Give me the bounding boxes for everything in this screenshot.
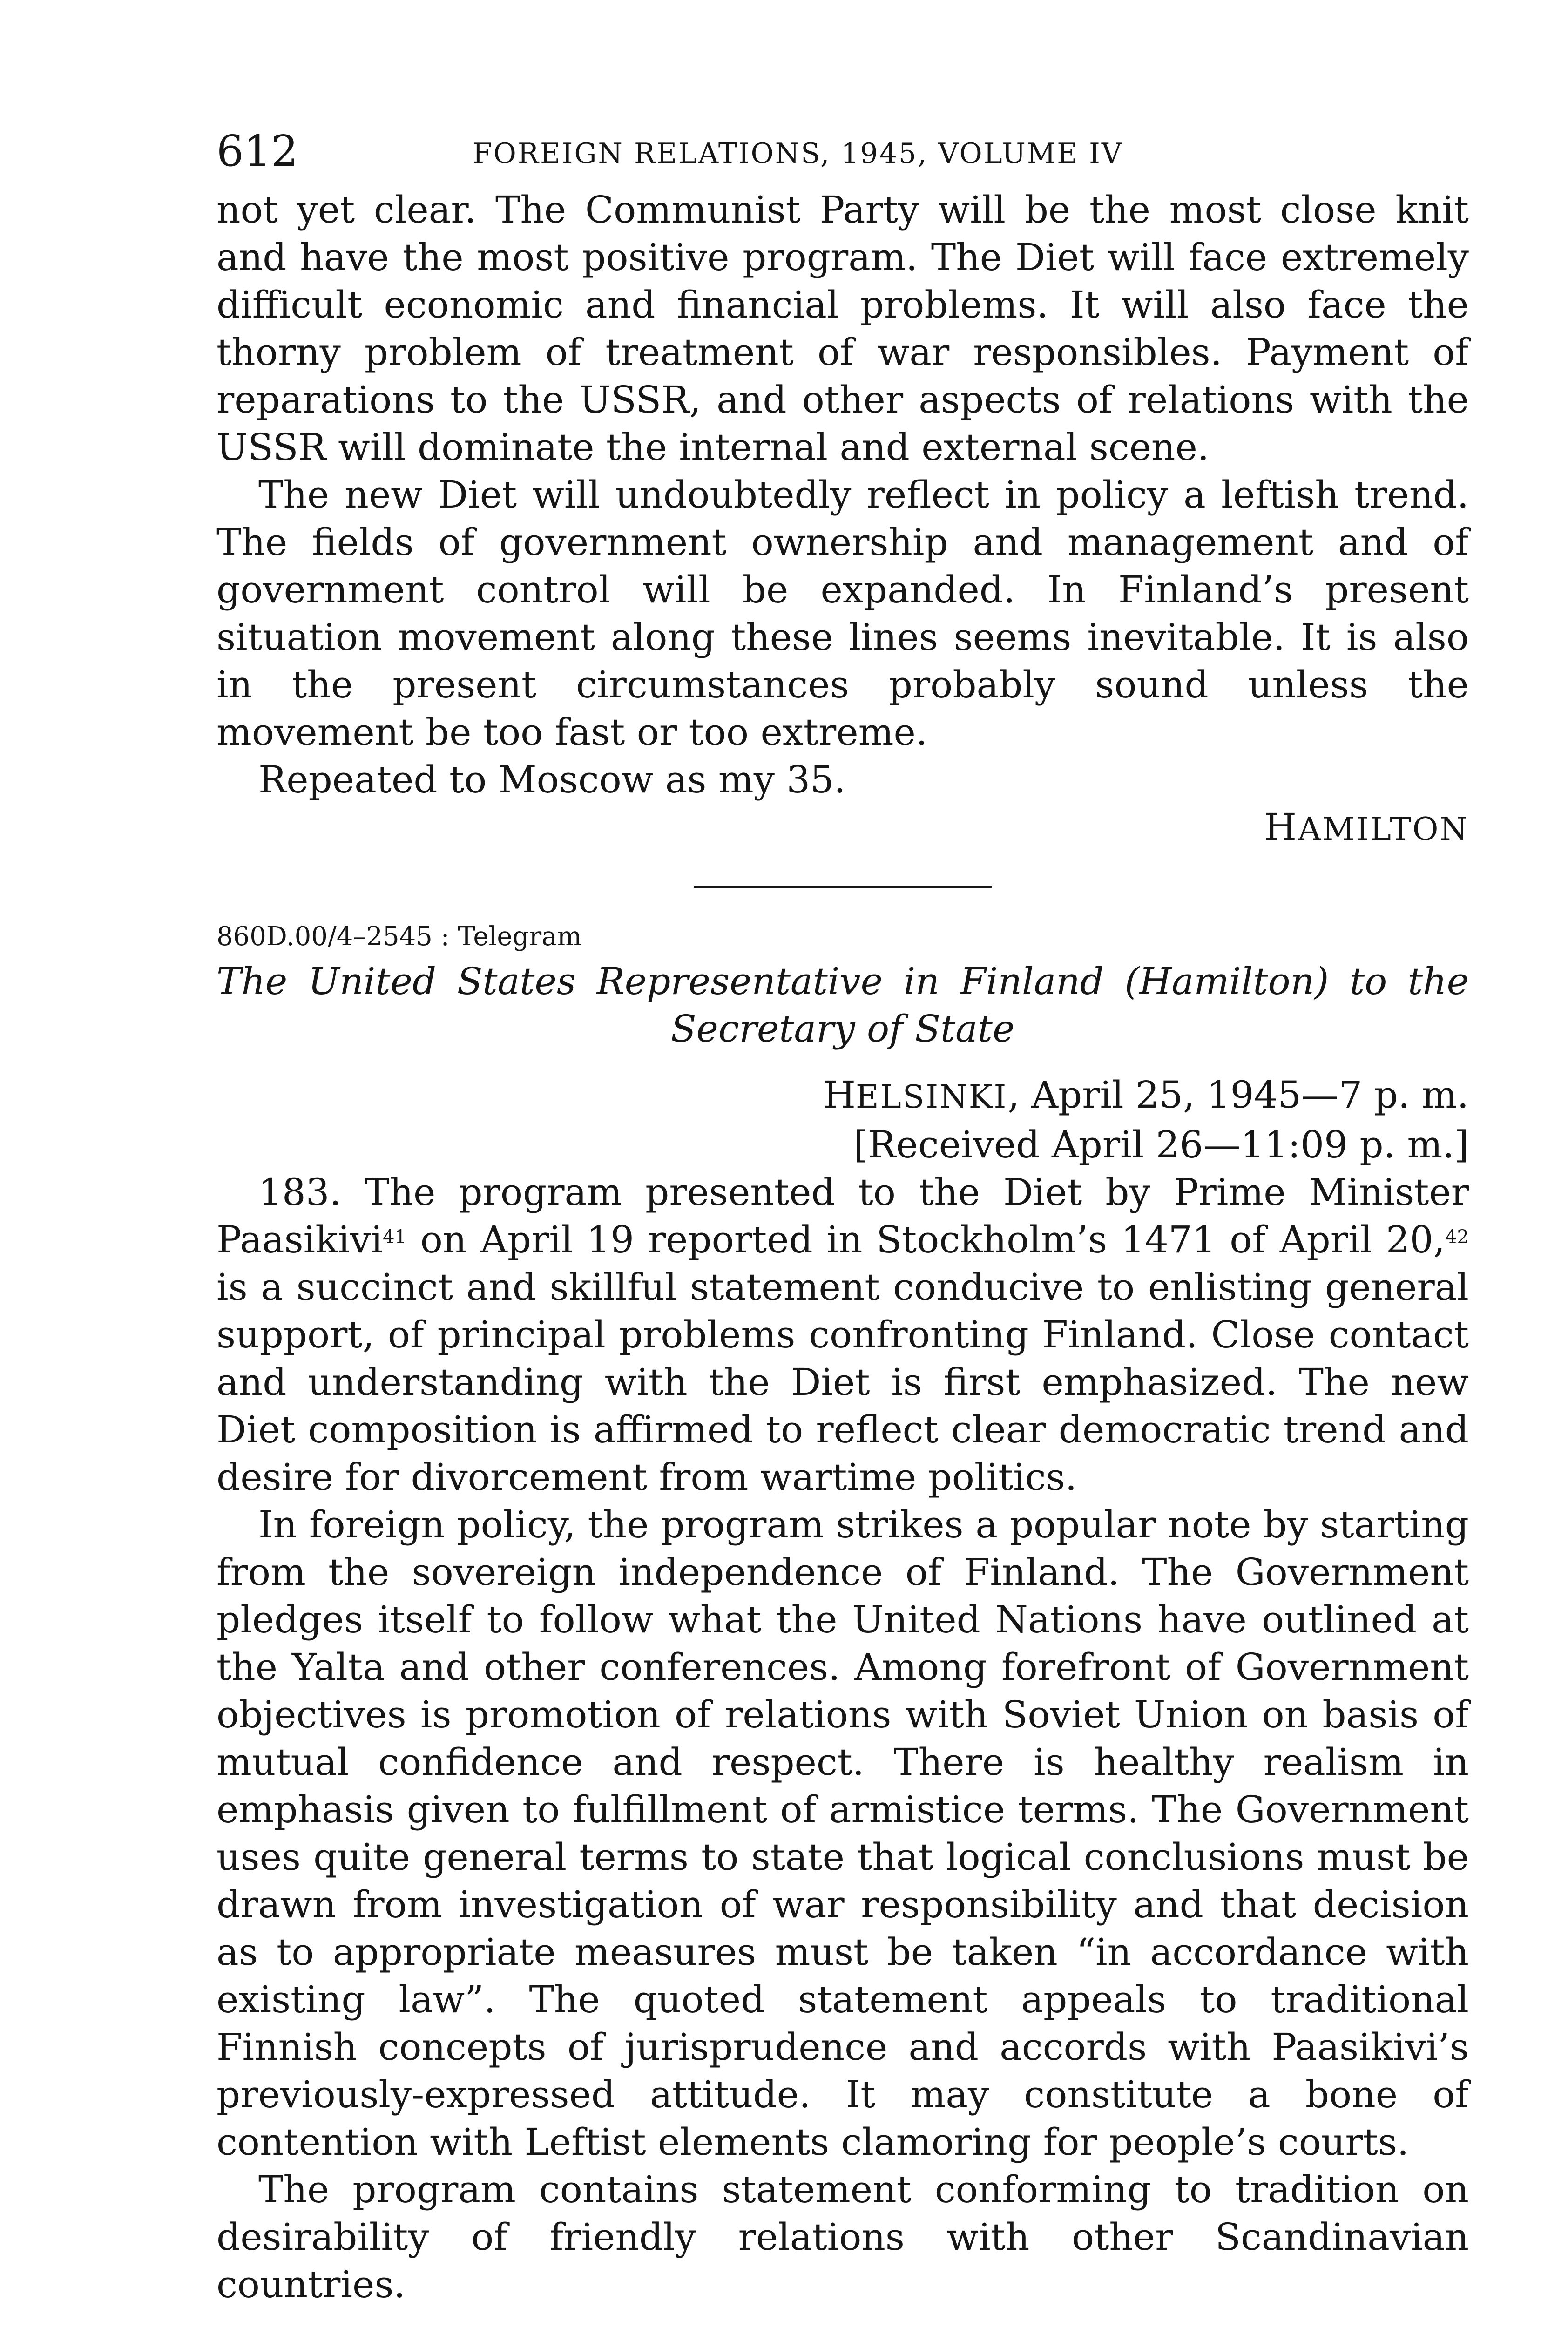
document-title bbox=[216, 958, 1469, 1053]
section-divider bbox=[694, 886, 992, 888]
received-line: [Received April 26—11:09 p. m.] bbox=[853, 1123, 1469, 1166]
telegram-paragraph-3: The program contains statement conforming to tradition on desirability of friendly relations with other Scandinavian countries. bbox=[216, 2168, 1469, 2306]
page-number: 612 bbox=[216, 126, 298, 176]
place-rest: ELSINKI bbox=[855, 1079, 1008, 1116]
file-reference: 860D.00/4–2545 : Telegram bbox=[216, 921, 582, 952]
telegram-paragraph-2: In foreign policy, the program strikes a popular note by starting from the sovereign independence of Finland. The Government pledges itself to follow what the United Nations have outlined at the Yalta and other conferences. Among forefront of Government objectives is promotion of relations with Soviet Union on basis of mutual confidence and respect. There is healthy realism in emphasis given to fulfillment of armistice terms. The Government uses quite general terms to state that logical conclusions must be drawn from investigation of war responsibility and that decision as to appropriate measures must be taken “in accordance with existing law”. The quoted statement appeals to traditional Finnish concepts of jurisprudence and accords with Paasikivi’s previously-expressed attitude. It may constitute a bone of contention with Leftist elements clamoring for people’s courts. bbox=[216, 1503, 1469, 2164]
running-head: FOREIGN RELATIONS, 1945, VOLUME IV bbox=[473, 137, 1123, 170]
date-text: , April 25, 1945—7 p. m. bbox=[1007, 1073, 1469, 1117]
title-line-1: The United States Representative in Finland (Hamilton) to the bbox=[216, 960, 1469, 1003]
continuation-paragraph-2: The new Diet will undoubtedly reflect in policy a leftish trend. The fields of government ownership and management and of government control will be expanded. In Finland’s present situation movement along these lines seems inevitable. It is also in the present circumstances probably sound unless the movement be too fast or too extreme. bbox=[216, 473, 1469, 754]
continuation-paragraph-1: not yet clear. The Communist Party will be the most close knit and have the most positive program. The Diet will face extremely difficult economic and financial problems. It will also face the thorny problem of treatment of war responsibles. Payment of reparations to the USSR, and other aspects of relations with the USSR will dominate the internal and external scene. bbox=[216, 188, 1469, 469]
place-initial: H bbox=[823, 1073, 856, 1117]
para1-start: 183. The program presented to the Diet by Prime Minister Paasikivi bbox=[216, 1171, 1469, 1261]
para1-end: is a succinct and skillful statement conducive to enlisting general support, of principal problems confronting Finland. Close contact and understanding with the Diet is first emphasized. The new Diet composition is affirmed to reflect clear democratic trend and desire for divorcement from wartime politics. bbox=[216, 1266, 1469, 1499]
signature-initial: H bbox=[1264, 805, 1298, 849]
dateline bbox=[216, 1071, 1469, 1169]
footnote-ref-42: 42 bbox=[1445, 1226, 1469, 1248]
document-page bbox=[216, 126, 1469, 2328]
title-line-2: Secretary of State bbox=[670, 1007, 1015, 1050]
place-date bbox=[216, 1071, 1469, 1121]
signature bbox=[216, 804, 1469, 853]
signature-rest: AMILTON bbox=[1298, 811, 1469, 848]
footnote-ref-41: 41 bbox=[383, 1226, 407, 1248]
telegram-paragraph-1 bbox=[216, 1169, 1469, 1501]
continuation-paragraph-3: Repeated to Moscow as my 35. bbox=[258, 758, 846, 801]
page-header bbox=[216, 126, 1469, 186]
para1-mid: on April 19 reported in Stockholm’s 1471 of April 20, bbox=[406, 1218, 1446, 1261]
